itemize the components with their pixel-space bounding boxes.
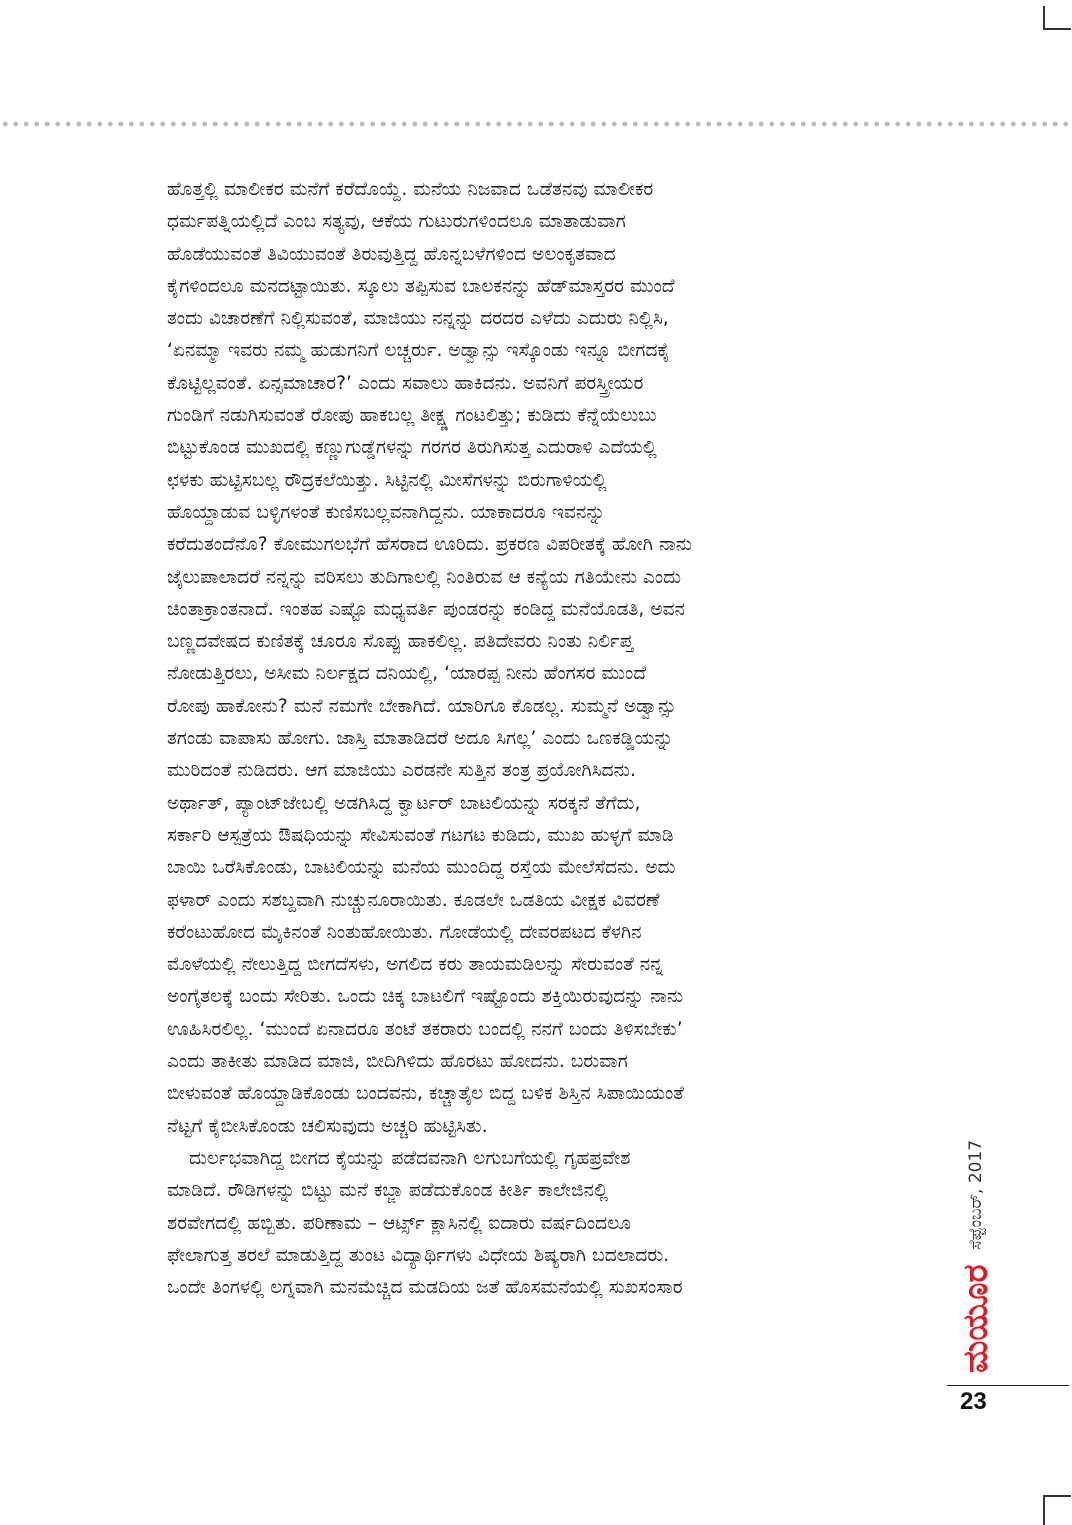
text-line: ದುರ್ಲಭವಾಗಿದ್ದ ಬೀಗದ ಕೈಯನ್ನು ಪಡೆದವನಾಗಿ ಲಗುಬಗೆಯಲ್ಲಿ ಗೃಹಪ್ರವೇಶ (189, 1147, 631, 1169)
text-line: ಅರ್ಥಾತ್, ಪ್ಯಾಂಟ್‌ಜೇಬಲ್ಲಿ ಅಡಗಿಸಿದ್ದ ಕ್ವಾರ್ಟರ್ ಬಾಟಲಿಯನ್ನು ಸರಕ್ಕನೆ ತೆಗೆದು, (167, 792, 641, 814)
text-line: ಹೊಯ್ದಾಡುವ ಬಳ್ಳಿಗಳಂತೆ ಕುಣಿಸಬಲ್ಲವನಾಗಿದ್ದನು. ಯಾಕಾದರೂ ಇವನನ್ನು (167, 501, 606, 523)
text-line: ಕೊಟ್ಟಿಲ್ಲವಂತೆ. ಏನ್ಸಮಾಚಾರ?’ ಎಂದು ಸವಾಲು ಹಾಕಿದನು. ಅವನಿಗೆ ಪರಸ್ತ್ರೀಯರ (167, 372, 644, 394)
page-number: 23 (960, 1388, 987, 1415)
article-paragraph (167, 1143, 919, 1304)
magazine-sidebar (956, 1080, 996, 1375)
text-line: ನೋಡುತ್ತಿರಲು, ಅಸೀಮ ನಿರ್ಲಕ್ಷದ ದನಿಯಲ್ಲಿ, ‘ಯಾರಪ್ಪ ನೀನು ಹೆಂಗಸರ ಮುಂದೆ (167, 663, 647, 685)
crop-mark-bottom-right (1043, 1495, 1071, 1525)
article-body (167, 174, 919, 1304)
text-line: ಮೊಳೆಯಲ್ಲಿ ನೇಲುತ್ತಿದ್ದ ಬೀಗದೆಸಳು, ಅಗಲಿದ ಕರು ತಾಯಮಡಿಲನ್ನು ಸೇರುವಂತೆ ನನ್ನ (167, 954, 664, 976)
text-line: ಫೇಲಾಗುತ್ತ ತರಲೆ ಮಾಡುತ್ತಿದ್ದ ತುಂಟ ವಿದ್ಯಾರ್ಥಿಗಳು ವಿಧೇಯ ಶಿಷ್ಯರಾಗಿ ಬದಲಾದರು. (167, 1244, 670, 1266)
text-line: ಅಂಗೈತಲಕ್ಕೆ ಬಂದು ಸೇರಿತು. ಒಂದು ಚಿಕ್ಕ ಬಾಟಲಿಗೆ ಇಷ್ಟೊಂದು ಶಕ್ತಿಯಿರುವುದನ್ನು ನಾನು (167, 986, 684, 1008)
text-line: ಬೀಳುವಂತೆ ಹೊಯ್ದಾಡಿಕೊಂಡು ಬಂದವನು, ಕಚ್ಚಾತೈಲ ಬಿದ್ದ ಬಳಿಕ ಶಿಸ್ತಿನ ಸಿಪಾಯಿಯಂತೆ (167, 1083, 684, 1105)
text-line: ಊಹಿಸಿರಲಿಲ್ಲ. ‘ಮುಂದೆ ಏನಾದರೂ ತಂಟೆ ತಕರಾರು ಬಂದಲ್ಲಿ ನನಗೆ ಬಂದು ತಿಳಿಸಬೇಕು’ (167, 1018, 683, 1040)
magazine-logo: ಮಯೂರ (956, 1264, 996, 1373)
text-line: ಶರವೇಗದಲ್ಲಿ ಹಬ್ಬಿತು. ಪರಿಣಾಮ – ಆರ್ಟ್ಸ್ ಕ್ಲಾಸಿನಲ್ಲಿ ಐದಾರು ವರ್ಷದಿಂದಲೂ (167, 1212, 632, 1234)
text-line: ಮಾಡಿದೆ. ರೌಡಿಗಳನ್ನು ಬಿಟ್ಟು ಮನೆ ಕಬ್ಜಾ ಪಡೆದುಕೊಂಡ ಕೀರ್ತಿ ಕಾಲೇಜಿನಲ್ಲಿ (167, 1180, 609, 1202)
text-line: ಜೈಲುಪಾಲಾದರೆ ನನ್ನನ್ನು ವರಿಸಲು ತುದಿಗಾಲಲ್ಲಿ ನಿಂತಿರುವ ಆ ಕನ್ಯೆಯ ಗತಿಯೇನು ಎಂದು (167, 566, 682, 588)
text-line: ಸರ್ಕಾರಿ ಆಸ್ಪತ್ರೆಯ ಔಷಧಿಯನ್ನು ಸೇವಿಸುವಂತೆ ಗಟಗಟ ಕುಡಿದು, ಮುಖ ಹುಳ್ಳಗೆ ಮಾಡಿ (167, 824, 674, 846)
text-line: ಮುರಿದಂತೆ ನುಡಿದರು. ಆಗ ಮಾಜಿಯು ಎರಡನೇ ಸುತ್ತಿನ ತಂತ್ರ ಪ್ರಯೋಗಿಸಿದನು. (167, 760, 636, 782)
text-line: ಫಳಾರ್ ಎಂದು ಸಶಬ್ದವಾಗಿ ನುಚ್ಚುನೂರಾಯಿತು. ಕೂಡಲೇ ಒಡತಿಯ ವೀಕ್ಷಕ ವಿವರಣೆ (167, 889, 660, 911)
text-line: ರೋಪು ಹಾಕೋನು? ಮನೆ ನಮಗೇ ಬೇಕಾಗಿದೆ. ಯಾರಿಗೂ ಕೊಡಲ್ಲ. ಸುಮ್ಮನೆ ಅಡ್ವಾನ್ಸು (167, 695, 677, 717)
text-line: ಹೊತ್ತಲ್ಲಿ ಮಾಲೀಕರ ಮನೆಗೆ ಕರೆದೊಯ್ದೆ. ಮನೆಯ ನಿಜವಾದ ಒಡೆತನವು ಮಾಲೀಕರ (167, 179, 654, 200)
text-line: ಕರೆಂಟುಹೋದ ಮೈಕಿನಂತೆ ನಿಂತುಹೋಯಿತು. ಗೋಡೆಯಲ್ಲಿ ದೇವರಪಟದ ಕೆಳಗಿನ (167, 921, 642, 943)
page-number-rule (947, 1385, 1069, 1386)
dotted-divider (0, 120, 1072, 128)
text-line: ಕರೆದುತಂದೆನೊ? ಕೋಮುಗಲಭೆಗೆ ಹೆಸರಾದ ಊರಿದು. ಪ್ರಕರಣ ವಿಪರೀತಕ್ಕೆ ಹೋಗಿ ನಾನು (167, 534, 693, 556)
text-line: ಛಳಕು ಹುಟ್ಟಿಸಬಲ್ಲ ರೌದ್ರಕಲೆಯಿತ್ತು. ಸಿಟ್ಟಿನಲ್ಲಿ ಮೀಸೆಗಳನ್ನು ಬಿರುಗಾಳಿಯಲ್ಲಿ (167, 469, 607, 491)
text-line: ತಂದು ವಿಚಾರಣೆಗೆ ನಿಲ್ಲಿಸುವಂತೆ, ಮಾಜಿಯು ನನ್ನನ್ನು ದರದರ ಎಳೆದು ಎದುರು ನಿಲ್ಲಿಸಿ, (167, 308, 669, 330)
text-line: ಕೈಗಳಿಂದಲೂ ಮನದಟ್ಟಾಯಿತು. ಸ್ಕೂಲು ತಪ್ಪಿಸುವ ಬಾಲಕನನ್ನು ಹೆಡ್‌ಮಾಸ್ತರರ ಮುಂದೆ (167, 275, 675, 297)
text-line: ಒಂದೇ ತಿಂಗಳಲ್ಲಿ ಲಗ್ನವಾಗಿ ಮನಮೆಚ್ಚಿದ ಮಡದಿಯ ಜತೆ ಹೊಸಮನೆಯಲ್ಲಿ ಸುಖಸಂಸಾರ (167, 1277, 683, 1299)
issue-date: ಸೆಪ್ಟೆಂಬರ್, 2017 (966, 1139, 986, 1250)
text-line: ಹೊಡೆಯುವಂತೆ ತಿವಿಯುವಂತೆ ತಿರುವುತ್ತಿದ್ದ ಹೊನ್ನಬಳೆಗಳಿಂದ ಅಲಂಕೃತವಾದ (167, 243, 616, 265)
text-line: ಚಿಂತಾಕ್ರಾಂತನಾದೆ. ಇಂತಹ ಎಷ್ಟೊ ಮಧ್ಯವರ್ತಿ ಪುಂಡರನ್ನು ಕಂಡಿದ್ದ ಮನೆಯೊಡತಿ, ಅವನ (167, 598, 686, 620)
text-line: ‘ಏನಮ್ಮಾ ಇವರು ನಮ್ಮ ಹುಡುಗನಿಗೆ ಲಚ್ಚರ್ರು. ಅಡ್ವಾನ್ಸು ಇಸ್ಕೊಂಡು ಇನ್ನೂ ಬೀಗದಕೈ (167, 340, 670, 362)
crop-mark-top-right (1043, 6, 1071, 30)
text-line: ಬಿಟ್ಟುಕೊಂಡ ಮುಖದಲ್ಲಿ ಕಣ್ಣುಗುಡ್ಡೆಗಳನ್ನು ಗರಗರ ತಿರುಗಿಸುತ್ತ ಎದುರಾಳಿ ಎದೆಯಲ್ಲಿ (167, 437, 657, 459)
text-line: ತಗಂಡು ವಾಪಾಸು ಹೋಗು. ಜಾಸ್ತಿ ಮಾತಾಡಿದರೆ ಅದೂ ಸಿಗಲ್ಲ’ ಎಂದು ಒಣಕಡ್ಡಿಯನ್ನು (167, 728, 674, 750)
text-line: ಬಾಯಿ ಒರೆಸಿಕೊಂಡು, ಬಾಟಲಿಯನ್ನು ಮನೆಯ ಮುಂದಿದ್ದ ರಸ್ತೆಯ ಮೇಲೆಸೆದನು. ಅದು (167, 857, 676, 879)
text-line: ಗುಂಡಿಗೆ ನಡುಗಿಸುವಂತೆ ರೋಪು ಹಾಕಬಲ್ಲ ತೀಕ್ಷ್ಣ ಗಂಟಲಿತ್ತು; ಕುಡಿದು ಕೆನ್ನೆಯೆಲುಬು (167, 405, 657, 427)
text-line: ಎಂದು ತಾಕೀತು ಮಾಡಿದ ಮಾಜಿ, ಬೀದಿಗಿಳಿದು ಹೊರಟು ಹೋದನು. ಬರುವಾಗ (167, 1051, 628, 1073)
article-paragraph (167, 174, 919, 1143)
text-line: ಧರ್ಮಪತ್ನಿಯಲ್ಲಿದೆ ಎಂಬ ಸತ್ಯವು, ಆಕೆಯ ಗುಟುರುಗಳಿಂದಲೂ ಮಾತಾಡುವಾಗ (167, 211, 626, 233)
text-line: ನೆಟ್ಟಗೆ ಕೈಬೀಸಿಕೊಂಡು ಚಲಿಸುವುದು ಅಚ್ಚರಿ ಹುಟ್ಟಿಸಿತು. (167, 1115, 488, 1137)
text-line: ಬಣ್ಣದವೇಷದ ಕುಣಿತಕ್ಕೆ ಚೂರೂ ಸೊಪ್ಪು ಹಾಕಲಿಲ್ಲ. ಪತಿದೇವರು ನಿಂತು ನಿರ್ಲಿಪ್ತ (167, 631, 634, 653)
